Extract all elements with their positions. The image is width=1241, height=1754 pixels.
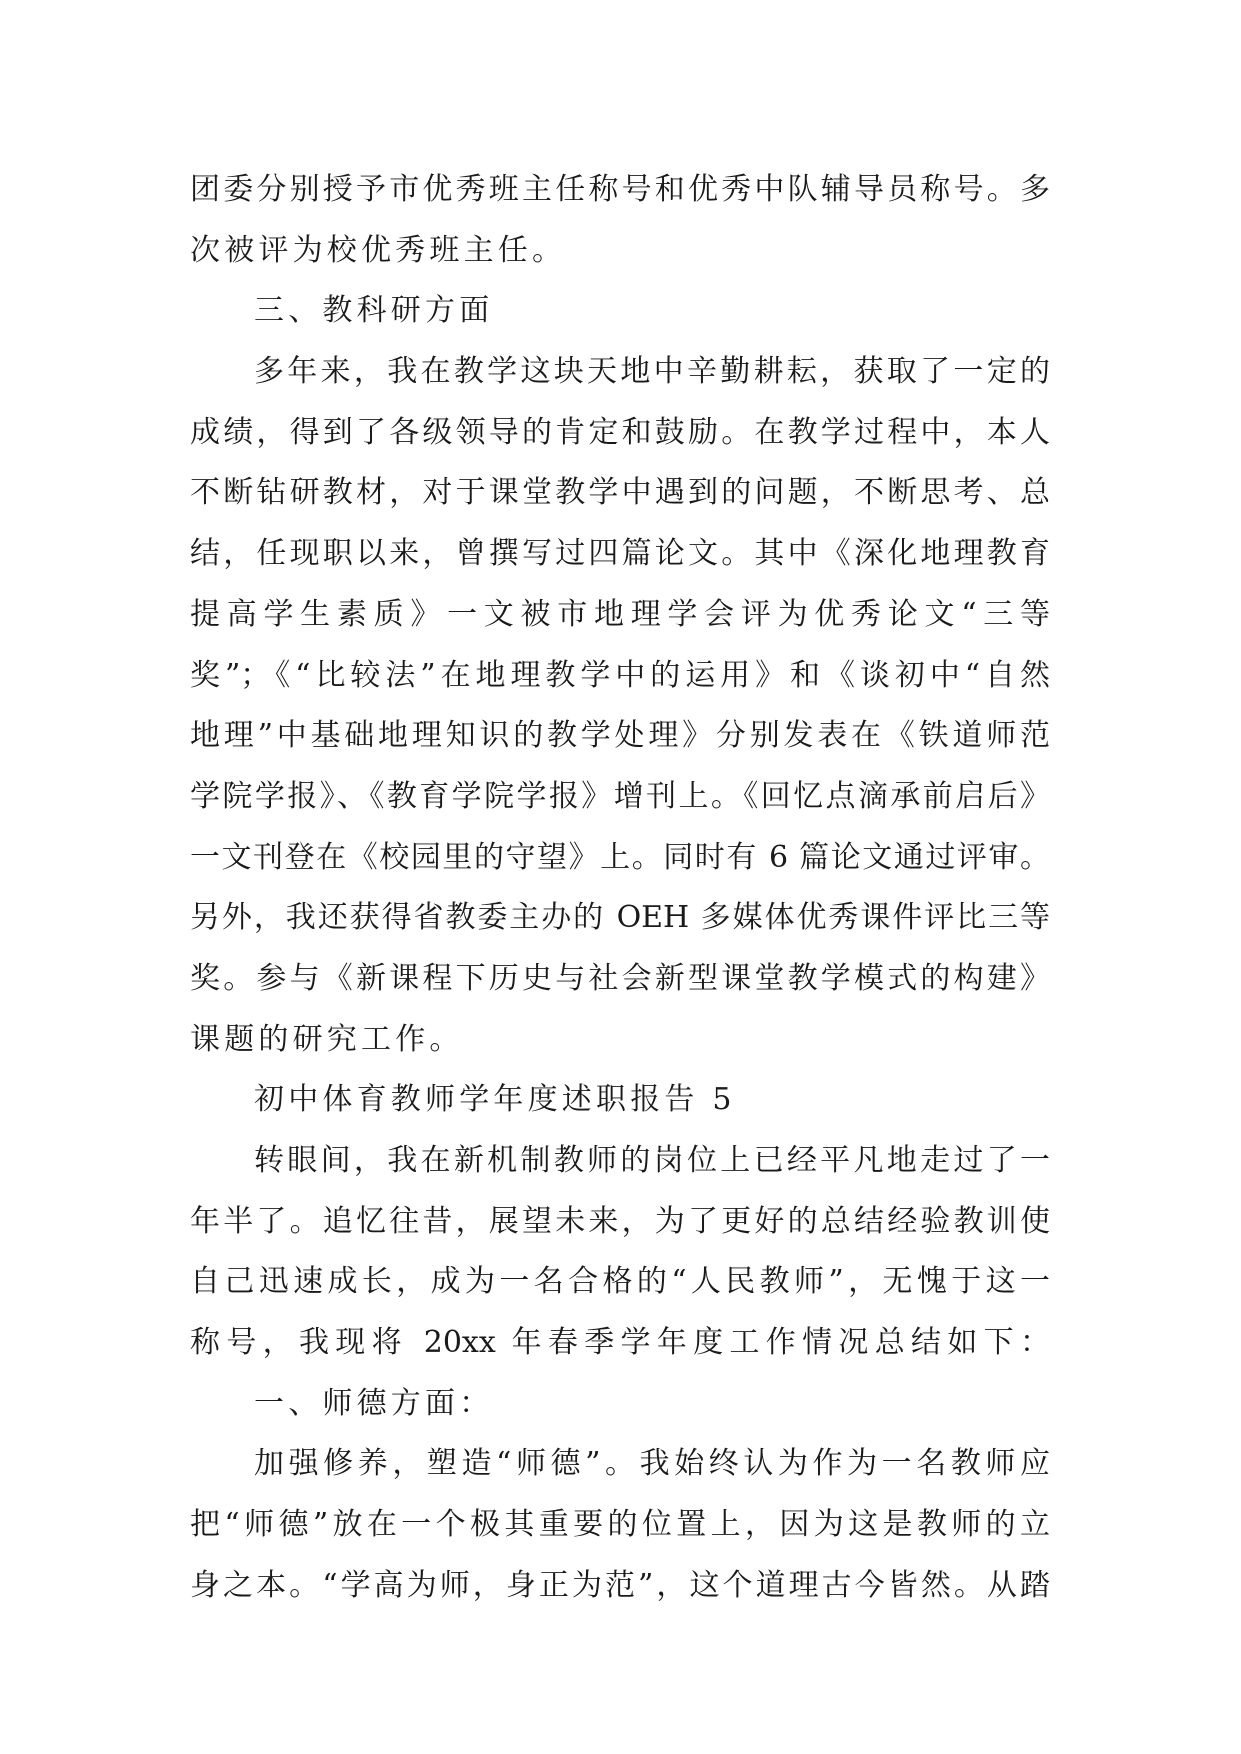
text-line: 成绩，得到了各级领导的肯定和鼓励。在教学过程中，本人 [190,414,1050,450]
text-line: 奖。参与《新课程下历史与社会新型课堂教学模式的构建》 [190,960,1050,996]
text-line: 一、师德方面： [254,1385,494,1421]
document-body [190,160,1050,1617]
text-line: 多年来，我在教学这块天地中辛勤耕耘，获取了一定的 [254,354,1050,390]
text-line: 年半了。追忆往昔，展望未来，为了更好的总结经验教训使 [190,1203,1050,1239]
text-line: 另外，我还获得省教委主办的 OEH 多媒体优秀课件评比三等 [190,900,1050,936]
text-line: 转眼间，我在新机制教师的岗位上已经平凡地走过了一 [254,1143,1050,1178]
text-line: 称号，我现将 20xx 年春季学年度工作情况总结如下： [190,1325,1050,1361]
text-line: 初中体育教师学年度述职报告 5 [254,1082,736,1118]
text-line: 奖”；《“比较法”在地理教学中的运用》和《谈初中“自然 [190,657,1050,693]
text-line: 自己迅速成长，成为一名合格的“人民教师”，无愧于这一 [190,1264,1050,1300]
text-line: 结，任现职以来，曾撰写过四篇论文。其中《深化地理教育 [190,536,1050,572]
text-line: 把“师德”放在一个极其重要的位置上，因为这是教师的立 [190,1507,1050,1543]
text-line: 身之本。“学高为师，身正为范”，这个道理古今皆然。从踏 [190,1567,1050,1603]
text-line: 次被评为校优秀班主任。 [190,232,567,268]
text-line: 加强修养，塑造“师德”。我始终认为作为一名教师应 [254,1446,1050,1482]
text-line: 团委分别授予市优秀班主任称号和优秀中队辅导员称号。多 [190,172,1050,207]
text-line: 学院学报》、《教育学院学报》增刊上。《回忆点滴承前启后》 [190,778,1050,814]
text-line: 课题的研究工作。 [190,1021,464,1057]
text-line: 不断钻研教材，对于课堂教学中遇到的问题，不断思考、总 [190,475,1050,511]
text-line: 三、教科研方面 [254,293,494,329]
text-line: 一文刊登在《校园里的守望》上。同时有 6 篇论文通过评审。 [190,839,1050,875]
text-line: 提高学生素质》一文被市地理学会评为优秀论文“三等 [190,596,1050,632]
text-line: 地理”中基础地理知识的教学处理》分别发表在《铁道师范 [190,718,1050,754]
